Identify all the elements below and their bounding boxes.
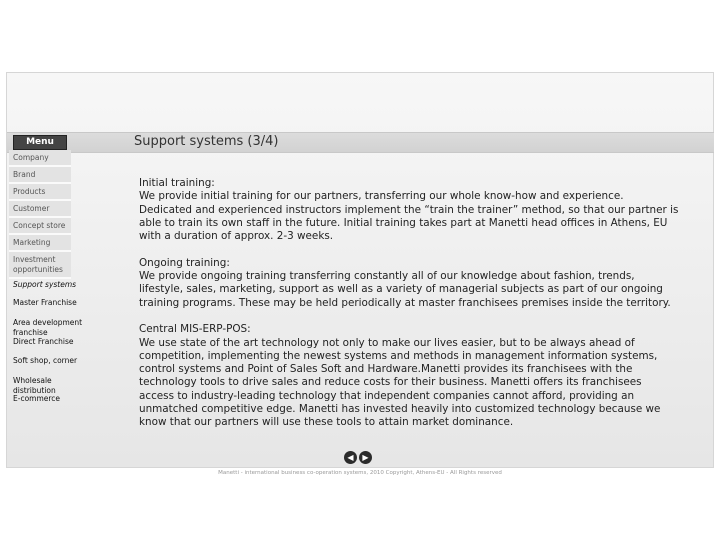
submenu-item-support-systems[interactable]: Support systems [13,280,77,289]
menu-button[interactable]: Menu [13,135,67,150]
submenu-item-soft-shop-corner[interactable]: Soft shop, corner [13,356,78,365]
section-body: We use state of the art technology not only to make our lives easier, but to be always ahead of competition, implementing the newest systems and methods in management information systems, control systems and Point of Sales Soft and Hardware.Manetti provides its franchisees with the technology tools to drive sales and reduce costs for their business. Manetti offers its franchisees access to industry-leading technology that independent companies cannot afford, providing an unmatched competitive edge. Manetti has invested heavily into customized technology because we know that our partners will use these tools to attain market dominance. [139,336,661,429]
sidebar-item-marketing[interactable]: Marketing [9,235,71,252]
sidebar-item-products[interactable]: Products [9,184,71,201]
sidebar-nav [7,150,73,279]
footer-copyright: Manetti - international business co-operation systems, 2010 Copyright, Athens-EU - All Rights reserved [218,470,502,476]
section-initial-training [139,177,679,243]
page-title: Support systems (3/4) [134,134,279,149]
previous-arrow-icon[interactable]: ◀ [344,451,357,464]
submenu-item-master-franchise[interactable]: Master Franchise [13,298,77,307]
section-heading: Initial training: [139,177,215,189]
section-body: We provide ongoing training transferring constantly all of our knowledge about fashion, trends, lifestyle, sales, marketing, support as well as a variety of managerial subjects as part of our ongoing training programs. These may be held periodically at master franchisees premises inside the territory. [139,270,671,309]
pager [344,451,374,466]
sidebar-item-investment-opportunities[interactable]: Investment opportunities [9,252,71,279]
sidebar-item-concept-store[interactable]: Concept store [9,218,71,235]
submenu-item-e-commerce[interactable]: E-commerce [13,394,61,403]
sidebar-item-brand[interactable]: Brand [9,167,71,184]
submenu-item-direct-franchise[interactable]: Direct Franchise [13,337,74,346]
submenu-item-area-development-franchise[interactable]: Area development franchise [13,318,83,337]
section-heading: Ongoing training: [139,256,230,269]
section-ongoing-training [139,257,679,310]
sidebar-item-company[interactable]: Company [9,150,71,167]
section-heading: Central MIS-ERP-POS: [139,323,251,336]
main-content [139,177,679,443]
next-arrow-icon[interactable]: ▶ [359,451,372,464]
section-body: We provide initial training for our partners, transferring our whole know-how and experience. Dedicated and experienced instructors implement the “train the trainer” method, so that our partner is able to train its own staff in the future. Initial training takes part at Manetti head offices in Athens, EU with a duration of approx. 2-3 weeks. [139,190,679,243]
sidebar-item-customer[interactable]: Customer [9,201,71,218]
title-bar [7,132,714,153]
submenu-item-wholesale-distribution[interactable]: Wholesale distribution [13,376,56,395]
section-central-mis-erp-pos [139,323,679,429]
